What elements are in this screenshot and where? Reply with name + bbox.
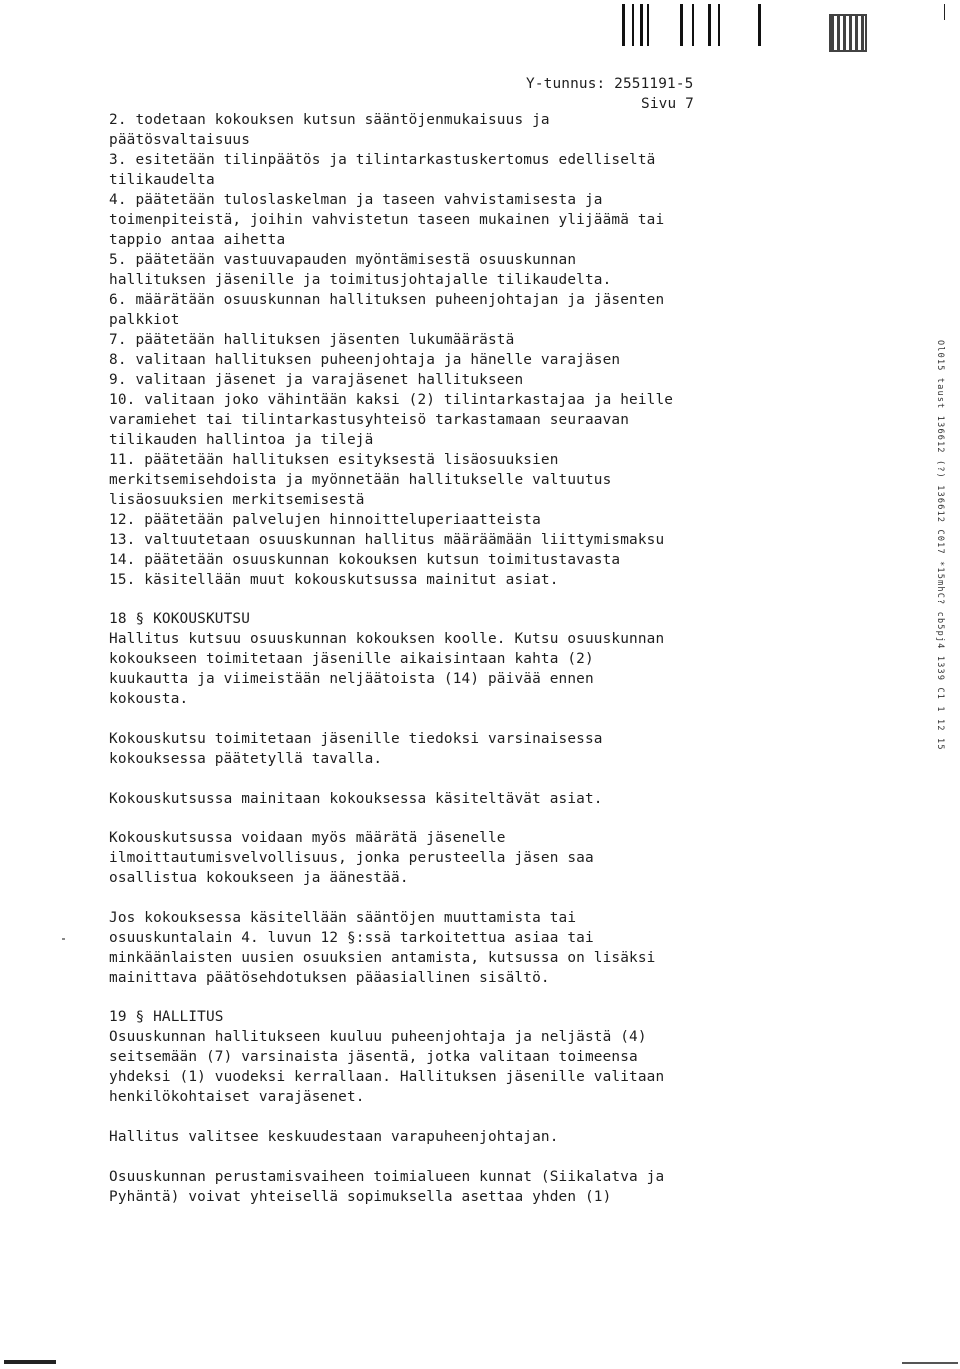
section-18-para-5-line-1: Jos kokouksessa käsitellään sääntöjen muuttamista tai [109, 910, 577, 926]
section-18-para-1-line-2: kokoukseen toimitetaan jäsenille aikaisintaan kahta (2) [109, 651, 594, 667]
agenda-item-6-line-1: 6. määrätään osuuskunnan hallituksen puheenjohtajan ja jäsenten [109, 292, 665, 308]
agenda-item-6-line-2: palkkiot [109, 312, 180, 328]
agenda-item-4-line-2: toimenpiteistä, joihin vahvistetun taseen mukainen ylijäämä tai [109, 212, 665, 228]
corner-mark [944, 4, 945, 20]
section-18-para-4-line-3: osallistua kokoukseen ja äänestää. [109, 870, 409, 886]
section-18-para-5-line-4: mainittava päätösehdotuksen pääasiallinen sisältö. [109, 970, 550, 986]
business-id: Y-tunnus: 2551191-5 [526, 76, 694, 92]
barcode [622, 4, 762, 48]
section-18-para-5-line-3: minkäänlaisten uusien osuuksien antamista, kutsussa on lisäksi [109, 950, 656, 966]
agenda-item-7: 7. päätetään hallituksen jäsenten lukumäärästä [109, 332, 515, 348]
agenda-item-2-line-2: päätösvaltaisuus [109, 132, 251, 148]
scan-edge-mark-left [4, 1360, 56, 1364]
section-18-para-1-line-1: Hallitus kutsuu osuuskunnan kokouksen koolle. Kutsu osuuskunnan [109, 631, 665, 647]
section-19-para-1-line-3: yhdeksi (1) vuodeksi kerrallaan. Hallituksen jäsenille valitaan [109, 1069, 665, 1085]
agenda-item-5-line-2: hallituksen jäsenille ja toimitusjohtajalle tilikaudelta. [109, 272, 612, 288]
agenda-item-11-line-2: merkitsemisehdoista ja myönnetään hallitukselle valtuutus [109, 472, 612, 488]
agenda-item-2-line-1: 2. todetaan kokouksen kutsun sääntöjenmukaisuus ja [109, 112, 550, 128]
agenda-item-3-line-1: 3. esitetään tilinpäätös ja tilintarkastuskertomus edelliseltä [109, 152, 656, 168]
scan-edge-mark-right [902, 1362, 958, 1364]
qr-code-icon [829, 14, 867, 52]
section-18-para-5-line-2: osuuskuntalain 4. luvun 12 §:ssä tarkoitettua asiaa tai [109, 930, 594, 946]
agenda-item-14: 14. päätetään osuuskunnan kokouksen kutsun toimitustavasta [109, 552, 621, 568]
section-19-para-2: Hallitus valitsee keskuudestaan varapuheenjohtajan. [109, 1129, 559, 1145]
agenda-item-10-line-3: tilikauden hallintoa ja tilejä [109, 432, 374, 448]
page-number: Sivu 7 [641, 96, 694, 112]
agenda-item-4-line-1: 4. päätetään tuloslaskelman ja taseen vahvistamisesta ja [109, 192, 603, 208]
section-19-heading: 19 § HALLITUS [109, 1009, 224, 1025]
agenda-item-10-line-1: 10. valitaan joko vähintään kaksi (2) tilintarkastajaa ja heille [109, 392, 674, 408]
section-19-para-1-line-2: seitsemään (7) varsinaista jäsentä, jotka valitaan toimeensa [109, 1049, 638, 1065]
agenda-item-4-line-3: tappio antaa aihetta [109, 232, 286, 248]
section-19-para-3-line-2: Pyhäntä) voivat yhteisellä sopimuksella asettaa yhden (1) [109, 1189, 612, 1205]
agenda-item-12: 12. päätetään palvelujen hinnoitteluperiaatteista [109, 512, 541, 528]
agenda-item-10-line-2: varamiehet tai tilintarkastusyhteisö tarkastamaan seuraavan [109, 412, 630, 428]
section-18-para-4-line-2: ilmoittautumisvelvollisuus, jonka perusteella jäsen saa [109, 850, 594, 866]
section-18-para-1-line-4: kokousta. [109, 691, 189, 707]
section-18-para-2-line-1: Kokouskutsu toimitetaan jäsenille tiedoksi varsinaisessa [109, 731, 603, 747]
section-18-para-2-line-2: kokouksessa päätetyllä tavalla. [109, 751, 383, 767]
agenda-item-11-line-1: 11. päätetään hallituksen esityksestä lisäosuuksien [109, 452, 559, 468]
section-18-para-4-line-1: Kokouskutsussa voidaan myös määrätä jäsenelle [109, 830, 506, 846]
agenda-item-13: 13. valtuutetaan osuuskunnan hallitus määräämään liittymismaksu [109, 532, 665, 548]
section-18-para-3: Kokouskutsussa mainitaan kokouksessa käsiteltävät asiat. [109, 791, 603, 807]
agenda-item-3-line-2: tilikaudelta [109, 172, 215, 188]
section-19-para-1-line-1: Osuuskunnan hallitukseen kuuluu puheenjohtaja ja neljästä (4) [109, 1029, 647, 1045]
agenda-item-5-line-1: 5. päätetään vastuuvapauden myöntämisestä osuuskunnan [109, 252, 577, 268]
agenda-item-11-line-3: lisäosuuksien merkitsemisestä [109, 492, 365, 508]
section-19-para-1-line-4: henkilökohtaiset varajäsenet. [109, 1089, 365, 1105]
agenda-item-8: 8. valitaan hallituksen puheenjohtaja ja hänelle varajäsen [109, 352, 621, 368]
section-18-heading: 18 § KOKOUSKUTSU [109, 611, 251, 627]
agenda-item-15: 15. käsitellään muut kokouskutsussa mainitut asiat. [109, 572, 559, 588]
agenda-item-9: 9. valitaan jäsenet ja varajäsenet hallitukseen [109, 372, 524, 388]
scan-speck [62, 938, 65, 940]
section-18-para-1-line-3: kuukautta ja viimeistään neljäätoista (14) päivää ennen [109, 671, 594, 687]
fax-transmission-stamp: Ol015 taust 136612 (?) 136612 C017 *15mhC? cb5pj4 1339 C1 1 12 15 [935, 340, 945, 751]
section-19-para-3-line-1: Osuuskunnan perustamisvaiheen toimialueen kunnat (Siikalatva ja [109, 1169, 665, 1185]
